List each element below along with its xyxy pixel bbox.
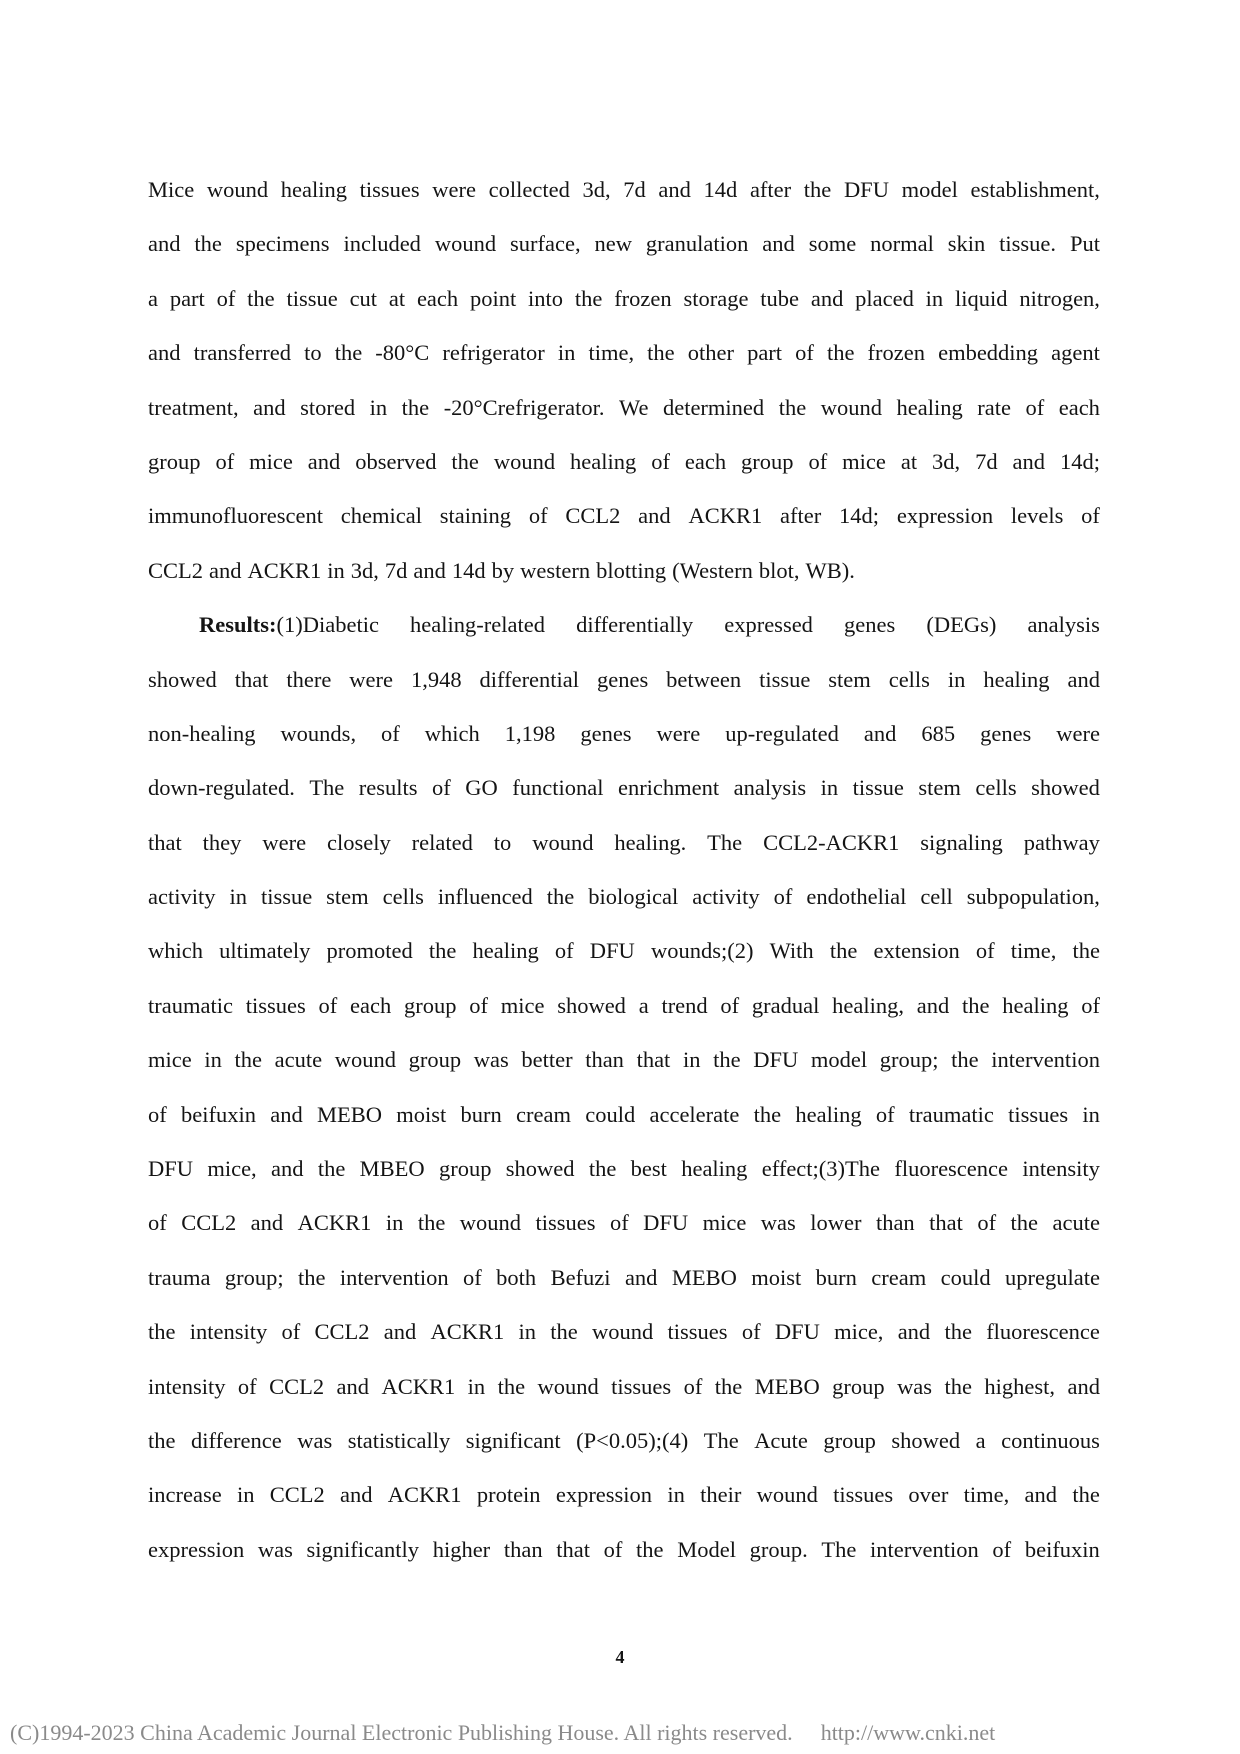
page-number: 4 [615, 1647, 625, 1667]
text-line: non-healing wounds, of which 1,198 genes were up-regulated and 685 genes were [148, 720, 1100, 746]
text-line: the difference was statistically significant (P<0.05);(4) The Acute group showed a continuous [148, 1427, 1100, 1453]
footer-copyright: (C)1994-2023 China Academic Journal Electronic Publishing House. All rights reserved. [10, 1720, 793, 1745]
text-line: CCL2 and ACKR1 in 3d, 7d and 14d by western blotting (Western blot, WB). [148, 557, 855, 583]
footer-url[interactable]: http://www.cnki.net [820, 1720, 996, 1745]
text-line: DFU mice, and the MBEO group showed the best healing effect;(3)The fluorescence intensity [148, 1156, 1100, 1182]
text-line: increase in CCL2 and ACKR1 protein expression in their wound tissues over time, and the [148, 1482, 1100, 1508]
text-line: a part of the tissue cut at each point into the frozen storage tube and placed in liquid nitrogen, [148, 285, 1100, 311]
paragraph-methods [148, 163, 1100, 598]
footer [10, 1720, 1240, 1746]
text-line: Results:(1)Diabetic healing-related differentially expressed genes (DEGs) analysis [199, 612, 1100, 638]
text-line: group of mice and observed the wound healing of each group of mice at 3d, 7d and 14d; [148, 448, 1100, 474]
text-line: immunofluorescent chemical staining of CCL2 and ACKR1 after 14d; expression levels of [148, 503, 1100, 529]
text-line: down-regulated. The results of GO functional enrichment analysis in tissue stem cells showed [148, 775, 1100, 801]
text-line: expression was significantly higher than that of the Model group. The intervention of beifuxin [148, 1536, 1100, 1562]
text-line: traumatic tissues of each group of mice showed a trend of gradual healing, and the healing of [148, 992, 1100, 1018]
text-line: that they were closely related to wound healing. The CCL2-ACKR1 signaling pathway [148, 829, 1100, 855]
text-line: Mice wound healing tissues were collected 3d, 7d and 14d after the DFU model establishment, [148, 177, 1100, 202]
text-line: which ultimately promoted the healing of DFU wounds;(2) With the extension of time, the [148, 938, 1100, 964]
text-line: trauma group; the intervention of both Befuzi and MEBO moist burn cream could upregulate [148, 1264, 1100, 1290]
text-line: activity in tissue stem cells influenced the biological activity of endothelial cell subpopulation, [148, 884, 1100, 910]
text-line: and transferred to the -80°C refrigerator in time, the other part of the frozen embedding agent [148, 340, 1100, 366]
text-line: of CCL2 and ACKR1 in the wound tissues of DFU mice was lower than that of the acute [148, 1210, 1100, 1236]
text-line: the intensity of CCL2 and ACKR1 in the wound tissues of DFU mice, and the fluorescence [148, 1319, 1100, 1345]
text-line: and the specimens included wound surface, new granulation and some normal skin tissue. Put [148, 231, 1100, 257]
text-line: intensity of CCL2 and ACKR1 in the wound tissues of the MEBO group was the highest, and [148, 1373, 1100, 1399]
results-label: Results: [199, 612, 277, 638]
paragraph-results [148, 598, 1100, 1577]
text-line: mice in the acute wound group was better than that in the DFU model group; the intervention [148, 1047, 1100, 1073]
text-line: treatment, and stored in the -20°Crefrigerator. We determined the wound healing rate of each [148, 394, 1100, 420]
text-line: showed that there were 1,948 differential genes between tissue stem cells in healing and [148, 666, 1100, 692]
page-body [148, 163, 1100, 1577]
text-line: of beifuxin and MEBO moist burn cream could accelerate the healing of traumatic tissues in [148, 1101, 1100, 1127]
